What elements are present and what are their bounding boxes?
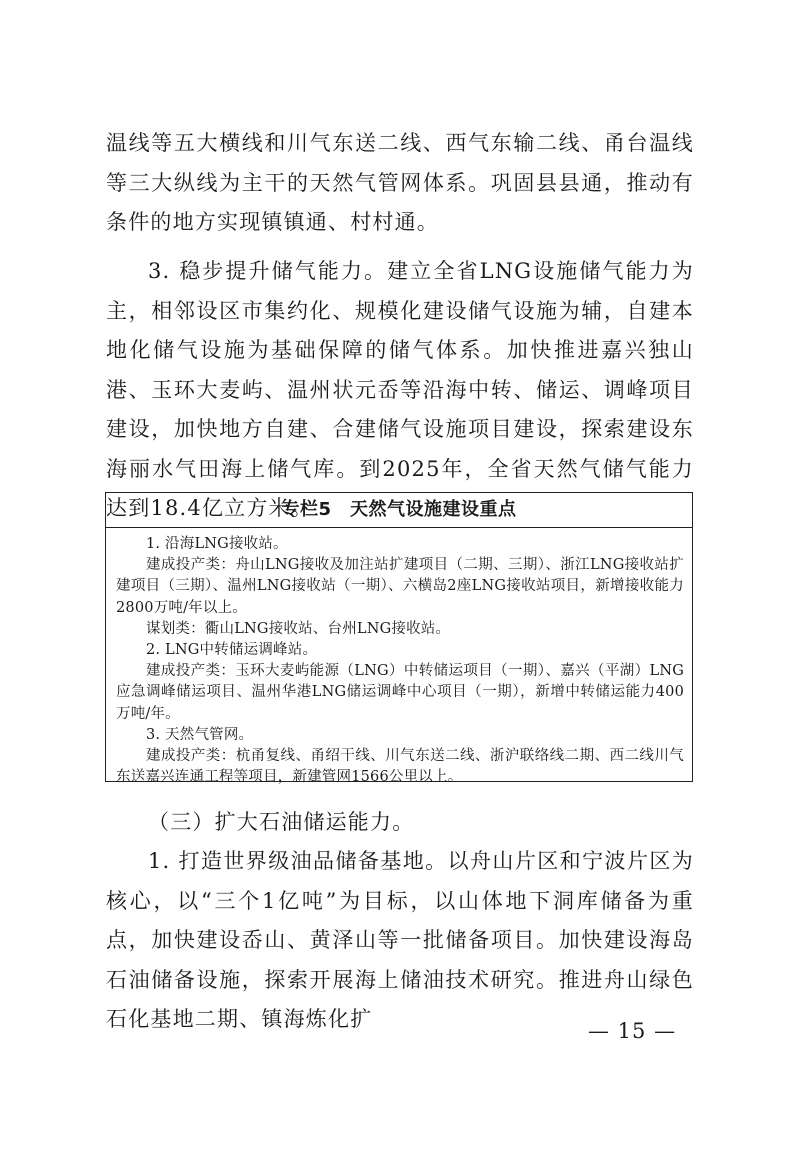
paragraph-gas-storage: 3. 稳步提升储气能力。建立全省LNG设施储气能力为主，相邻设区市集约化、规模化建设储气设施为辅，自建本地化储气设施为基础保障的储气体系。加快推进嘉兴独山港、玉环大麦屿、温州状元岙等沿海中转、储运、调峰项目建设，加快地方自建、合建储气设施项目建设，探索建设东海丽水气田海上储气库。到2025年，全省天然气储气能力达到18.4亿立方米。 <box>106 259 694 520</box>
column-box-gas-facilities <box>105 492 693 786</box>
paragraph-pipeline-network: 温线等五大横线和川气东送二线、西气东输二线、甬台温线等三大纵线为主干的天然气管网体系。巩固县县通，推动有条件的地方实现镇镇通、村村通。 <box>106 131 694 234</box>
box-item-text: 建成投产类：杭甬复线、甬绍干线、川气东送二线、浙沪联络线二期、西二线川气东送嘉兴连通工程等项目，新建管网1566公里以上。 <box>116 748 684 786</box>
box-item-text: 建成投产类：舟山LNG接收及加注站扩建项目（二期、三期）、浙江LNG接收站扩建项目（三期）、温州LNG接收站（一期）、六横岛2座LNG接收站项目，新增接收能力2800万吨/年以上。 <box>116 557 684 616</box>
column-box-title: 专栏5 天然气设施建设重点 <box>106 493 692 528</box>
box-item-heading: 2. LNG中转储运调峰站。 <box>146 642 318 659</box>
box-item-text: 谋划类：衢山LNG接收站、台州LNG接收站。 <box>146 620 451 637</box>
page-number: — 15 — <box>588 1019 677 1043</box>
paragraph-oil-reserve: 1. 打造世界级油品储备基地。以舟山片区和宁波片区为核心，以“三个1亿吨”为目标，以山体地下洞库储备为重点，加快建设岙山、黄泽山等一批储备项目。加快建设海岛石油储备设施，探索开展海上储油技术研究。推进舟山绿色石化基地二期、镇海炼化扩 <box>106 849 694 1031</box>
column-box-body <box>106 528 692 788</box>
box-item-text: 建成投产类：玉环大麦屿能源（LNG）中转储运项目（一期）、嘉兴（平湖）LNG应急调峰储运项目、温州华港LNG储运调峰中心项目（一期），新增中转储运能力400万吨/年。 <box>116 663 684 722</box>
box-item-heading: 3. 天然气管网。 <box>146 726 254 743</box>
section-heading-oil: （三）扩大石油储运能力。 <box>148 810 415 834</box>
box-item-heading: 1. 沿海LNG接收站。 <box>146 536 288 552</box>
